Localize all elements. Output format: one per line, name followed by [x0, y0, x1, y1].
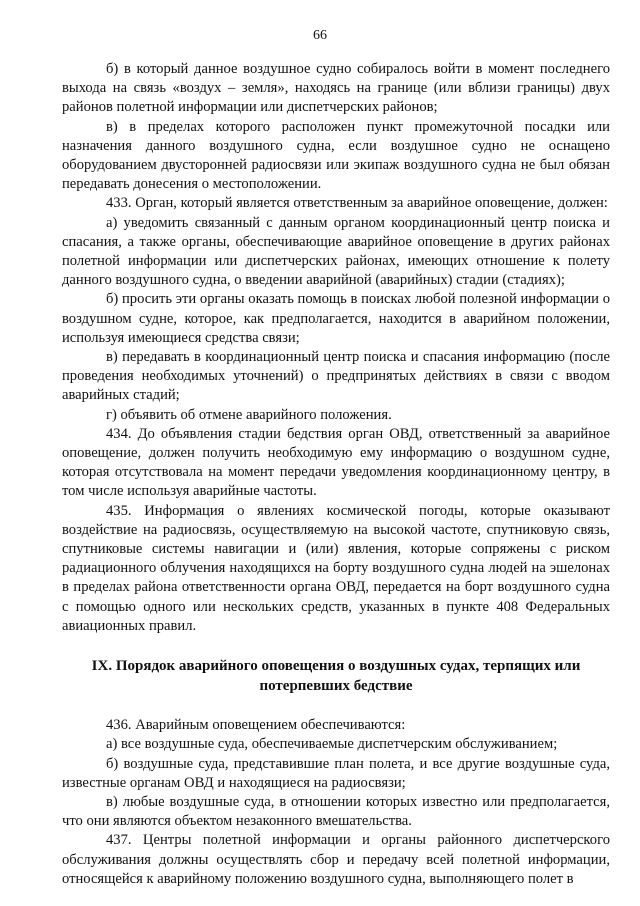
paragraph-435: 435. Информация о явлениях космической погоды, которые оказывают воздействие на радиосвязь, осуществляемую на высокой частоте, спутниковую связь, спутниковые системы навигации и (или) явления, которые сопряжены с риском радиационного облучения находящихся на борту воздушного судна людей на эшелонах в пределах района ответственности органа ОВД, передается на борт воздушного судна с помощью одного или нескольких средств, указанных в пункте 408 Федеральных авиационных правил. — [62, 502, 610, 634]
paragraph-436-b: б) воздушные суда, представившие план полета, и все другие воздушные суда, известные органам ОВД и находящиеся на радиосвязи; — [62, 755, 610, 791]
paragraph-433-b: б) просить эти органы оказать помощь в поисках любой полезной информации о воздушном судне, которое, как предполагается, находится в аварийном положении, используя имеющиеся средства связи; — [62, 291, 610, 346]
paragraph-clause-b-last-contact: б) в который данное воздушное судно собиралось войти в момент последнего выхода на связь «воздух – земля», находясь на границе (или вблизи границы) двух районов полетной информации или диспетчерских районов; — [62, 61, 610, 116]
paragraph-433: 433. Орган, который является ответственным за аварийное оповещение, должен: — [106, 195, 608, 212]
paragraph-clause-v-landing-point: в) в пределах которого расположен пункт промежуточной посадки или назначения данного воздушного судна, если воздушное судно не оснащено оборудованием двусторонней радиосвязи или экипаж воздушного судна не был обязан передавать донесения о местоположении. — [62, 118, 610, 193]
paragraph-437: 437. Центры полетной информации и органы районного диспетчерского обслуживания должны осуществлять сбор и передачу всей полетной информации, относящейся к аварийному положению воздушного судна, выполняющего полет в — [62, 832, 610, 887]
paragraph-436: 436. Аварийным оповещением обеспечиваются: — [106, 717, 406, 734]
paragraph-434: 434. До объявления стадии бедствия орган ОВД, ответственный за аварийное оповещение, должен получить необходимую ему информацию о воздушном судне, которая отсутствовала на момент передачи уведомления координационному центру, в том числе используя аварийные частоты. — [62, 425, 610, 500]
document-body — [62, 60, 610, 889]
paragraph-436-v: в) любые воздушные суда, в отношении которых известно или предполагается, что они являются объектом незаконного вмешательства. — [62, 793, 610, 830]
paragraph-433-g: г) объявить об отмене аварийного положения. — [106, 406, 392, 423]
section-heading: IX. Порядок аварийного оповещения о воздушных судах, терпящих или потерпевших бедствие — [91, 658, 581, 694]
paragraph-436-a: а) все воздушные суда, обеспечиваемые диспетчерским обслуживанием; — [106, 736, 558, 753]
paragraph-433-v: в) передавать в координационный центр поиска и спасания информацию (после проведения необходимых уточнений) о предпринятых действиях в связи с вводом аварийных стадий; — [62, 349, 610, 404]
paragraph-433-a: а) уведомить связанный с данным органом координационный центр поиска и спасания, а также органы, обеспечивающие аварийное оповещение в других районах полетной информации или диспетчерских районах, имеющих отношение к полету данного воздушного судна, о введении аварийной (аварийных) стадии (стадиях); — [62, 214, 610, 289]
page-number: 66 — [313, 28, 327, 43]
